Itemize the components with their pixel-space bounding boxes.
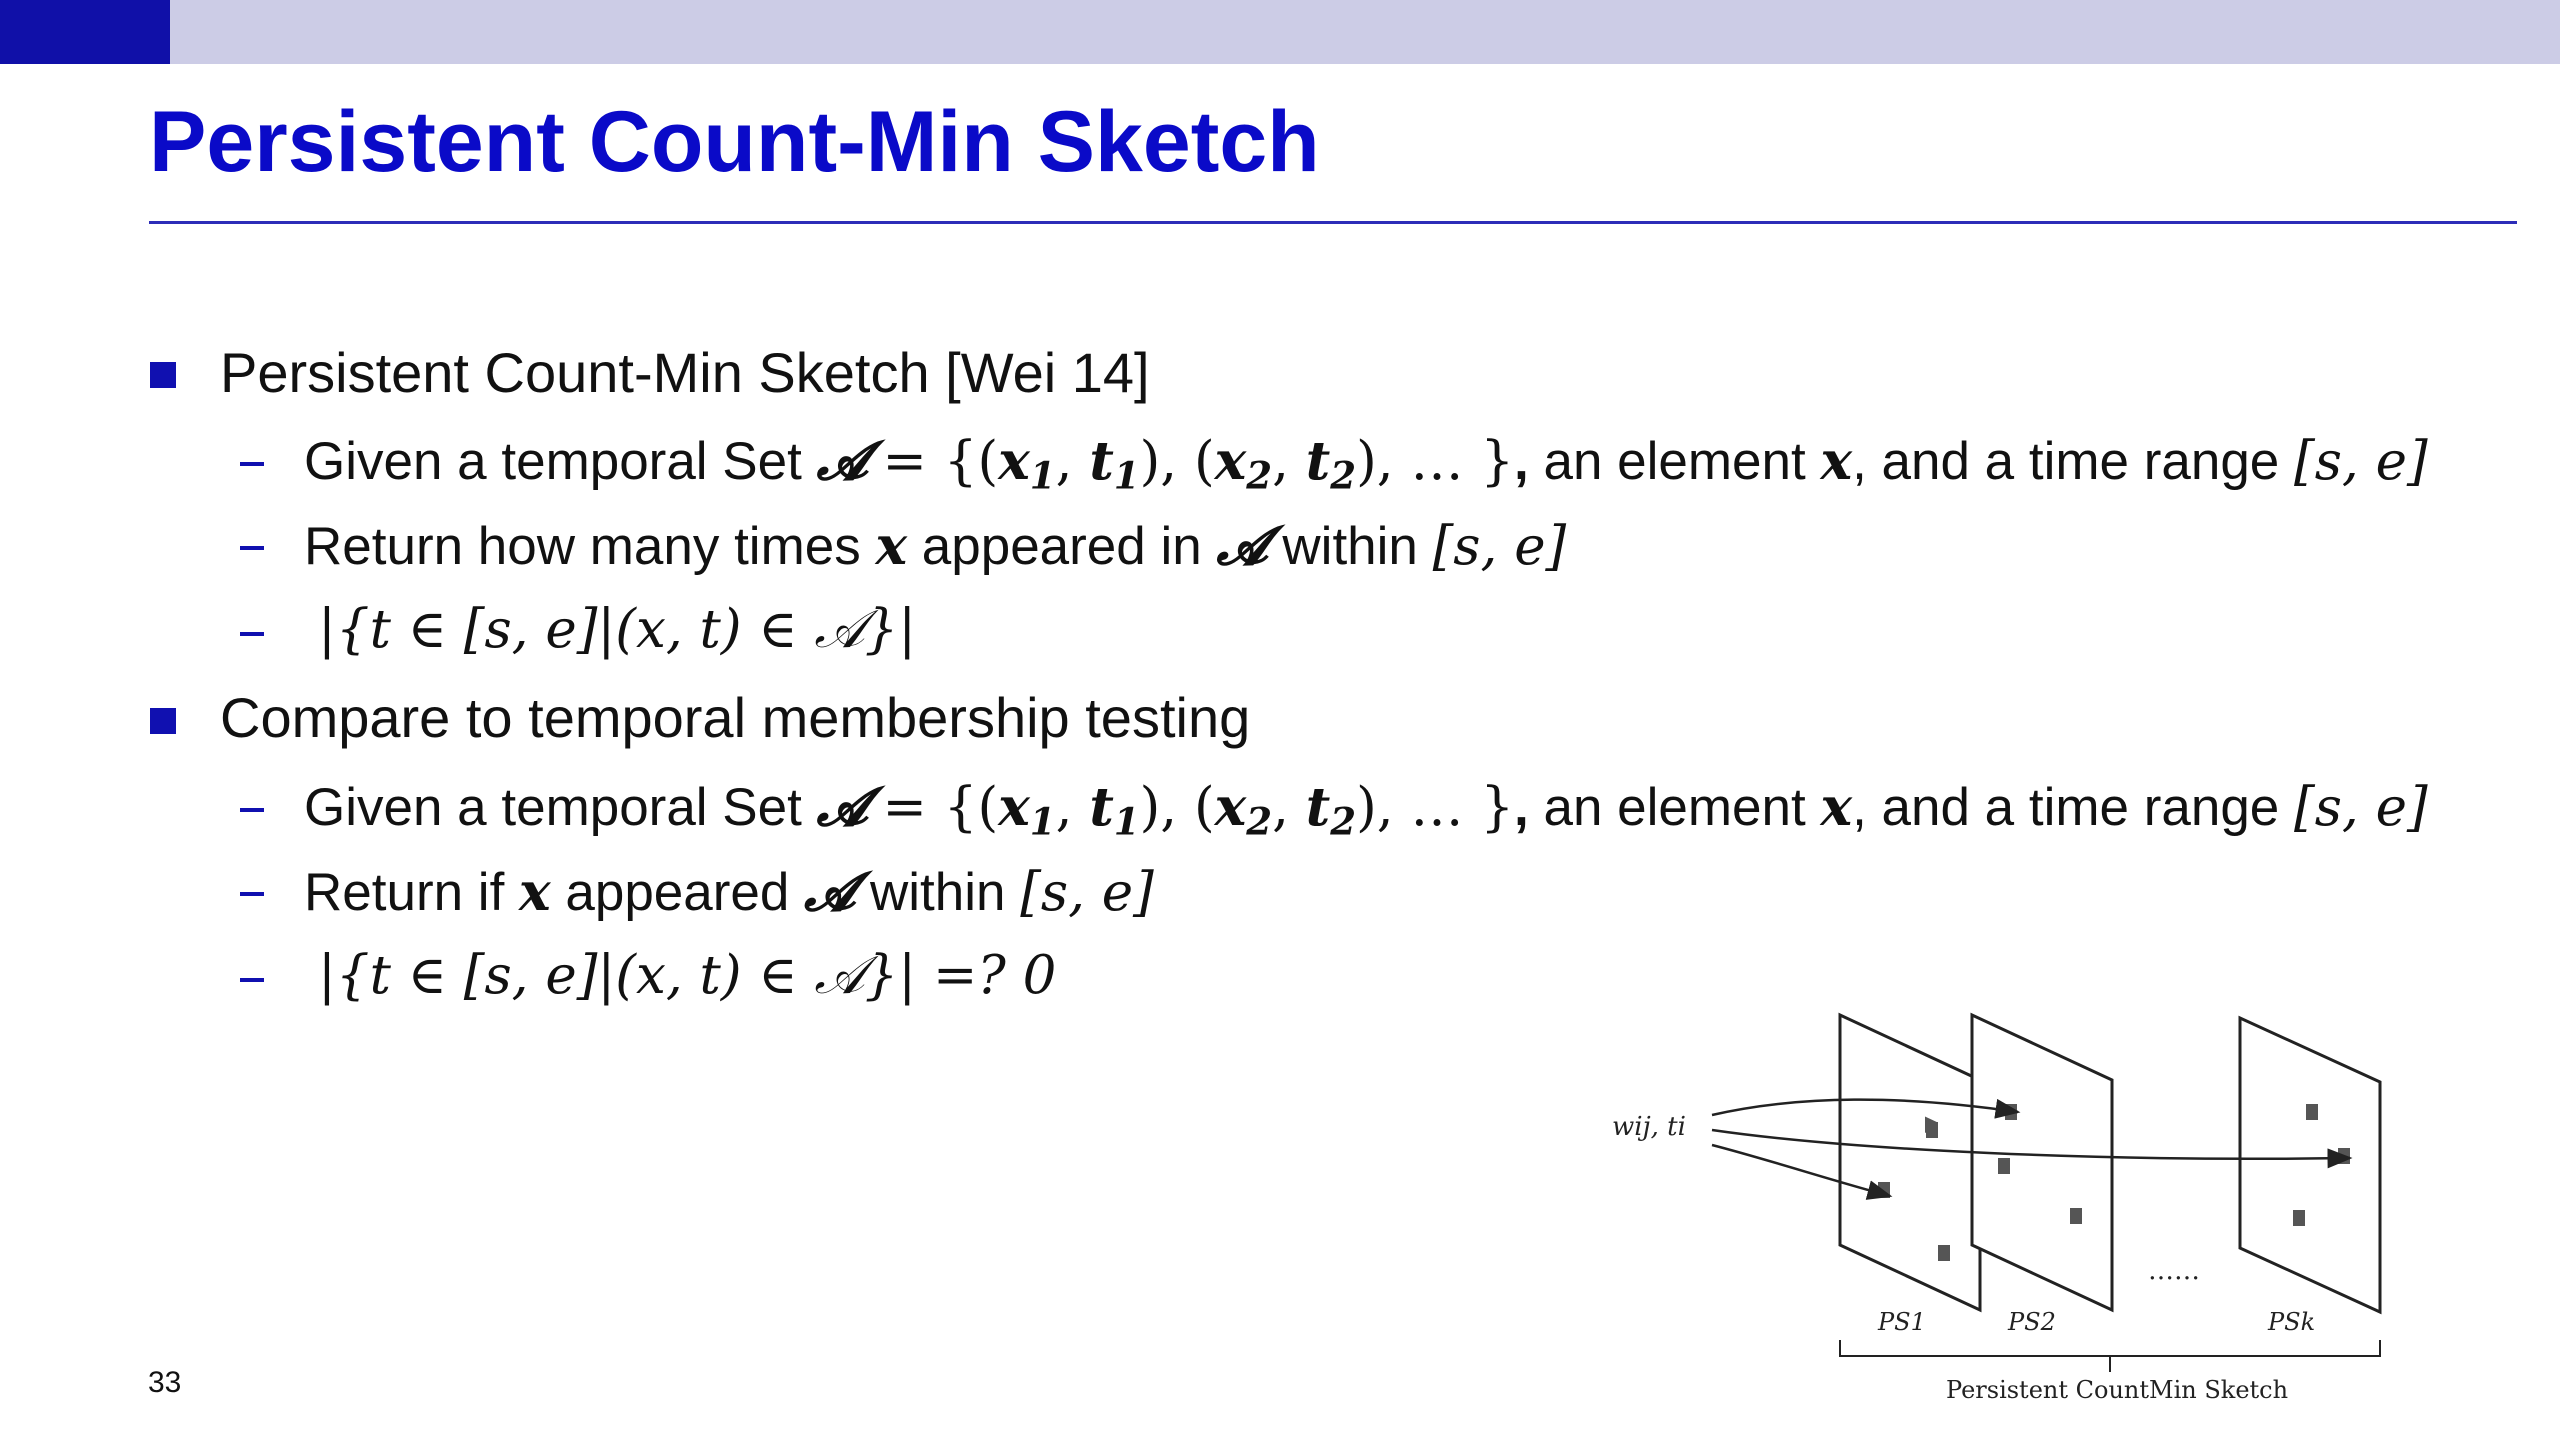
set-symbol: 𝓐: [816, 776, 868, 838]
sketch-diagram: [1600, 1000, 2400, 1420]
slide-title: Persistent Count-Min Sketch: [149, 94, 1320, 190]
range-text: , and a time range: [1852, 778, 2295, 837]
var-t1: t: [1089, 430, 1114, 492]
panel-ellipsis: ……: [2148, 1256, 2200, 1286]
panel-ps2: [1972, 1015, 2112, 1310]
var-t1: t: [1089, 776, 1114, 838]
cell: [2293, 1210, 2305, 1226]
var-x: x: [519, 861, 551, 923]
bullet-1-sub-2: [304, 515, 1567, 577]
element-var: x: [1820, 776, 1853, 838]
sub-2: 2: [1246, 453, 1273, 498]
set-close: ), … }: [1356, 431, 1515, 492]
panel-ps1: [1840, 1015, 1980, 1310]
element-var: x: [1820, 430, 1853, 492]
set-mid: ), (: [1139, 777, 1215, 838]
sub-2: 2: [1246, 799, 1273, 844]
var-x2: x: [1214, 430, 1247, 492]
cell: [2070, 1208, 2082, 1224]
cell: [2338, 1148, 2350, 1164]
panel-label-ps1: PS1: [1878, 1308, 1926, 1336]
brace: [1840, 1340, 2380, 1372]
input-label: wij, ti: [1612, 1112, 1686, 1142]
var-x2: x: [1214, 776, 1247, 838]
cell: [2306, 1104, 2318, 1120]
dash-icon: [240, 546, 264, 550]
cell: [1926, 1122, 1938, 1138]
set-mid: ), (: [1139, 431, 1215, 492]
set-open: = {(: [882, 431, 999, 492]
set-close: ), … }: [1356, 777, 1515, 838]
var-t2: t: [1305, 430, 1331, 492]
sub-1: 1: [1113, 453, 1140, 498]
given-prefix: Given a temporal Set: [304, 432, 817, 491]
cell: [1938, 1245, 1950, 1261]
dash-icon: [240, 632, 264, 636]
sub-prefix: Return how many times: [304, 517, 876, 576]
dash-icon: [240, 978, 264, 982]
sub-2: 2: [1330, 453, 1357, 498]
range-expr: [s, e]: [2294, 431, 2428, 492]
set-symbol: 𝓐: [804, 861, 856, 923]
sub-1: 1: [1029, 453, 1056, 498]
figure-caption: Persistent CountMin Sketch: [1946, 1376, 2289, 1404]
set-open: = {(: [882, 777, 999, 838]
persistent-sketch-figure: [1600, 1000, 2400, 1420]
range-expr: [s, e]: [2294, 777, 2428, 838]
panel-label-psk: PSk: [2268, 1308, 2316, 1336]
var-t2: t: [1305, 776, 1331, 838]
bullet-1-text: Persistent Count-Min Sketch [Wei 14]: [220, 341, 1150, 404]
element-text: an element: [1528, 778, 1821, 837]
sub-2: 2: [1330, 799, 1357, 844]
comma: ,: [1514, 432, 1529, 491]
within-text: within: [1267, 517, 1433, 576]
bullet-2-sub-1: Given a temporal Set 𝓐 = {($x_1$, $t_1$), ($x_2$, $t_2$), … }, an element x, and a time range [s, e]: [304, 776, 2428, 844]
bullet-square-icon: [150, 708, 176, 734]
set-symbol: 𝓐: [816, 430, 868, 492]
cell: [1998, 1158, 2010, 1174]
bullet-2-sub-3-formula: |{t ∈ [s, e]|(x, t) ∈ 𝒜}| =? 0: [318, 945, 1057, 1006]
within-text: within: [855, 863, 1021, 922]
comma: ,: [1514, 778, 1529, 837]
bullet-1-sub-1: Given a temporal Set 𝓐 = {($x_1$, $t_1$), ($x_2$, $t_2$), … }, an element x, and a time range [s, e]: [304, 430, 2428, 498]
sub-mid: appeared: [550, 863, 805, 922]
dash-icon: [240, 462, 264, 466]
panel-psk: [2240, 1018, 2380, 1312]
bullet-1-sub-3-formula: |{t ∈ [s, e]|(x, t) ∈ 𝒜}|: [318, 599, 917, 660]
var-x: x: [875, 515, 908, 577]
var-x1: x: [998, 430, 1030, 492]
range-expr: [s, e]: [1432, 516, 1567, 577]
set-symbol: 𝓐: [1216, 515, 1268, 577]
var-x1: x: [998, 776, 1030, 838]
range-expr: [s, e]: [1020, 862, 1154, 923]
sub-1: 1: [1029, 799, 1056, 844]
panel-label-ps2: PS2: [2008, 1308, 2056, 1336]
page-number: 33: [148, 1366, 182, 1399]
bullet-2-text: Compare to temporal membership testing: [220, 686, 1251, 749]
given-prefix: Given a temporal Set: [304, 778, 817, 837]
element-text: an element: [1528, 432, 1821, 491]
sub-mid: appeared in: [907, 517, 1217, 576]
dash-icon: [240, 808, 264, 812]
sub-1: 1: [1113, 799, 1140, 844]
bullet-2-sub-2: [304, 861, 1154, 923]
range-text: , and a time range: [1852, 432, 2295, 491]
sub-prefix: Return if: [304, 863, 520, 922]
bullet-square-icon: [150, 362, 176, 388]
dash-icon: [240, 892, 264, 896]
